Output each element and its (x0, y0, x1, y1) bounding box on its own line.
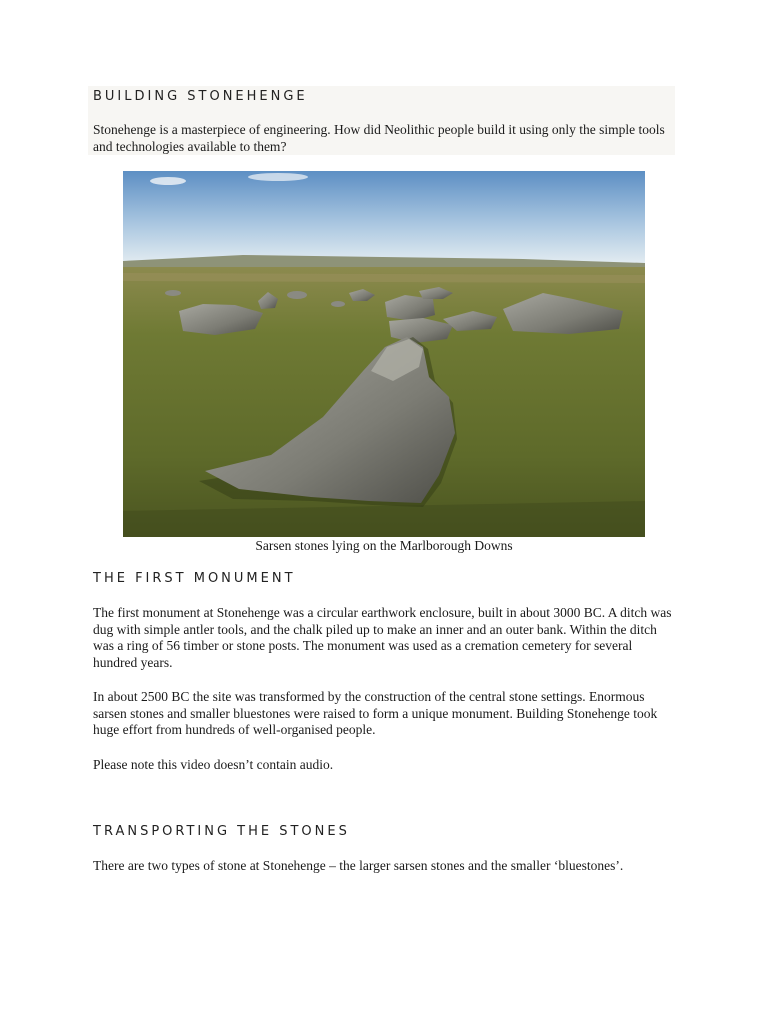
heading-transporting-stones: TRANSPORTING THE STONES (93, 824, 350, 839)
photo-caption: Sarsen stones lying on the Marlborough Downs (255, 538, 513, 553)
intro-paragraph: Stonehenge is a masterpiece of engineering. How did Neolithic people build it using only the simple tools and technologies available to them? (93, 122, 665, 154)
first-monument-paragraph-2: In about 2500 BC the site was transformed by the construction of the central stone settings. Enormous sarsen stones and smaller bluestones were raised to form a unique monument. Building Stonehenge took huge effort from hundreds of well-organised people. (93, 689, 658, 738)
sarsen-stones-photo (123, 171, 645, 537)
first-monument-paragraph-1: The first monument at Stonehenge was a circular earthwork enclosure, built in about 3000 BC. A ditch was dug with simple antler tools, and the chalk piled up to make an inner and an outer bank. Within the ditch was a ring of 56 timber or stone posts. The monument was used as a cremation cemetery for several hundred years. (93, 605, 672, 670)
heading-first-monument: THE FIRST MONUMENT (93, 571, 296, 586)
heading-building-stonehenge: BUILDING STONEHENGE (93, 89, 308, 104)
transporting-paragraph: There are two types of stone at Stonehenge – the larger sarsen stones and the smaller ‘bluestones’. (93, 858, 624, 873)
video-audio-note: Please note this video doesn’t contain audio. (93, 757, 334, 772)
